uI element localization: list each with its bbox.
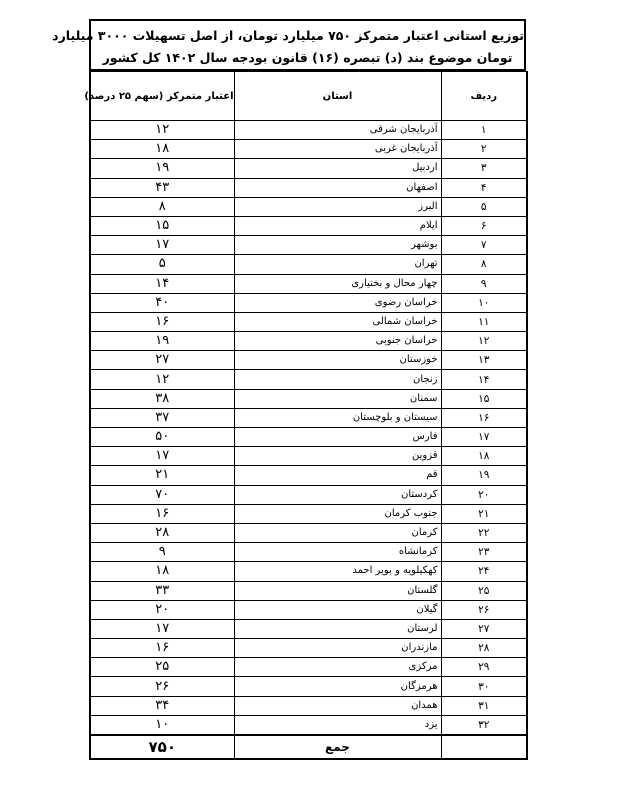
province-name: فارس	[234, 428, 441, 447]
table-row	[90, 159, 527, 178]
province-name: کردستان	[234, 485, 441, 504]
credit-value: ۷۰	[90, 485, 234, 504]
table-row	[90, 504, 527, 523]
row-number: ۱۵	[441, 389, 527, 408]
row-number: ۳	[441, 159, 527, 178]
row-number: ۴	[441, 178, 527, 197]
province-name: هرمزگان	[234, 677, 441, 696]
table-row	[90, 121, 527, 140]
province-name: خراسان جنوبی	[234, 332, 441, 351]
province-name: خراسان شمالی	[234, 312, 441, 331]
province-name: خوزستان	[234, 351, 441, 370]
row-number: ۱	[441, 121, 527, 140]
province-name: لرستان	[234, 619, 441, 638]
row-number: ۲۷	[441, 619, 527, 638]
credit-value: ۹	[90, 543, 234, 562]
credit-value: ۱۷	[90, 447, 234, 466]
row-number: ۲	[441, 140, 527, 159]
province-name: البرز	[234, 197, 441, 216]
province-name: سیستان و بلوچستان	[234, 408, 441, 427]
credit-value: ۵	[90, 255, 234, 274]
province-name: سمنان	[234, 389, 441, 408]
table-row	[90, 428, 527, 447]
credit-value: ۸	[90, 197, 234, 216]
table-row	[90, 677, 527, 696]
row-number: ۲۳	[441, 543, 527, 562]
total-row-number	[441, 735, 527, 759]
table-row	[90, 619, 527, 638]
province-name: اردبیل	[234, 159, 441, 178]
table-body	[90, 121, 527, 736]
row-number: ۶	[441, 216, 527, 235]
credit-value: ۱۷	[90, 236, 234, 255]
row-number: ۹	[441, 274, 527, 293]
credit-value: ۱۰	[90, 715, 234, 735]
province-name: همدان	[234, 696, 441, 715]
row-number: ۱۶	[441, 408, 527, 427]
province-name: زنجان	[234, 370, 441, 389]
row-number: ۱۲	[441, 332, 527, 351]
credit-value: ۳۷	[90, 408, 234, 427]
credit-value: ۱۷	[90, 619, 234, 638]
table-row	[90, 332, 527, 351]
province-name: تهران	[234, 255, 441, 274]
row-number: ۳۰	[441, 677, 527, 696]
total-label: جمع	[234, 735, 441, 759]
table-row	[90, 178, 527, 197]
credit-value: ۱۶	[90, 639, 234, 658]
province-name: بوشهر	[234, 236, 441, 255]
table-row	[90, 600, 527, 619]
table-row	[90, 274, 527, 293]
credit-value: ۴۰	[90, 293, 234, 312]
row-number: ۲۵	[441, 581, 527, 600]
credit-value: ۳۴	[90, 696, 234, 715]
table-row	[90, 408, 527, 427]
credit-value: ۱۸	[90, 562, 234, 581]
table-row	[90, 216, 527, 235]
table-row	[90, 312, 527, 331]
province-name: آذربایجان شرقی	[234, 121, 441, 140]
header-province: استان	[234, 72, 441, 121]
province-name: مرکزی	[234, 658, 441, 677]
row-number: ۱۷	[441, 428, 527, 447]
table-row	[90, 447, 527, 466]
province-name: گلستان	[234, 581, 441, 600]
table-header-row	[90, 72, 527, 121]
table-row	[90, 523, 527, 542]
row-number: ۲۰	[441, 485, 527, 504]
row-number: ۱۹	[441, 466, 527, 485]
table-row	[90, 389, 527, 408]
credit-value: ۳۸	[90, 389, 234, 408]
province-name: کرمانشاه	[234, 543, 441, 562]
row-number: ۱۸	[441, 447, 527, 466]
table-row	[90, 236, 527, 255]
row-number: ۲۱	[441, 504, 527, 523]
table-row	[90, 293, 527, 312]
credit-value: ۲۵	[90, 658, 234, 677]
table-row	[90, 485, 527, 504]
province-name: کرمان	[234, 523, 441, 542]
table-row	[90, 543, 527, 562]
province-name: خراسان رضوی	[234, 293, 441, 312]
total-value: ۷۵۰	[90, 735, 234, 759]
row-number: ۳۱	[441, 696, 527, 715]
province-name: آذربایجان غربی	[234, 140, 441, 159]
table-row	[90, 658, 527, 677]
table-row	[90, 581, 527, 600]
credit-value: ۱۸	[90, 140, 234, 159]
province-name: جنوب کرمان	[234, 504, 441, 523]
row-number: ۲۸	[441, 639, 527, 658]
credit-value: ۳۳	[90, 581, 234, 600]
credit-value: ۱۵	[90, 216, 234, 235]
total-row	[90, 735, 527, 759]
header-credit: اعتبار متمرکز (سهم ۲۵ درصد)	[90, 72, 234, 121]
province-name: یزد	[234, 715, 441, 735]
document-title	[52, 19, 526, 71]
province-allocation-table	[84, 71, 528, 760]
row-number: ۱۳	[441, 351, 527, 370]
table-row	[90, 696, 527, 715]
credit-value: ۴۳	[90, 178, 234, 197]
province-name: گیلان	[234, 600, 441, 619]
table-row	[90, 715, 527, 735]
row-number: ۳۲	[441, 715, 527, 735]
province-name: ایلام	[234, 216, 441, 235]
province-name: کهکیلویه و بویر احمد	[234, 562, 441, 581]
row-number: ۸	[441, 255, 527, 274]
table-row	[90, 255, 527, 274]
credit-value: ۱۴	[90, 274, 234, 293]
row-number: ۱۰	[441, 293, 527, 312]
credit-value: ۲۰	[90, 600, 234, 619]
credit-value: ۱۲	[90, 370, 234, 389]
credit-value: ۲۶	[90, 677, 234, 696]
credit-value: ۱۶	[90, 504, 234, 523]
credit-value: ۱۶	[90, 312, 234, 331]
table-row	[90, 562, 527, 581]
table-row	[90, 351, 527, 370]
row-number: ۲۴	[441, 562, 527, 581]
row-number: ۷	[441, 236, 527, 255]
province-name: چهار محال و بختیاری	[234, 274, 441, 293]
credit-value: ۵۰	[90, 428, 234, 447]
row-number: ۱۱	[441, 312, 527, 331]
table-row	[90, 466, 527, 485]
document	[52, 19, 526, 760]
row-number: ۲۶	[441, 600, 527, 619]
row-number: ۱۴	[441, 370, 527, 389]
province-name: اصفهان	[234, 178, 441, 197]
province-name: قزوین	[234, 447, 441, 466]
province-name: مازندران	[234, 639, 441, 658]
credit-value: ۲۸	[90, 523, 234, 542]
row-number: ۲۲	[441, 523, 527, 542]
credit-value: ۲۷	[90, 351, 234, 370]
credit-value: ۱۹	[90, 159, 234, 178]
table-row	[90, 140, 527, 159]
table-row	[90, 197, 527, 216]
credit-value: ۲۱	[90, 466, 234, 485]
table-row	[90, 370, 527, 389]
province-name: قم	[234, 466, 441, 485]
title-line-2: تومان موضوع بند (د) تبصره (۱۶) قانون بودجه سال ۱۴۰۲ کل کشور	[102, 50, 513, 65]
row-number: ۵	[441, 197, 527, 216]
credit-value: ۱۲	[90, 121, 234, 140]
title-line-1: توزیع استانی اعتبار متمرکز ۷۵۰ میلیارد تومان، از اصل تسهیلات ۳۰۰۰ میلیارد	[52, 28, 524, 43]
header-row-number: ردیف	[441, 72, 527, 121]
table-row	[90, 639, 527, 658]
credit-value: ۱۹	[90, 332, 234, 351]
row-number: ۲۹	[441, 658, 527, 677]
